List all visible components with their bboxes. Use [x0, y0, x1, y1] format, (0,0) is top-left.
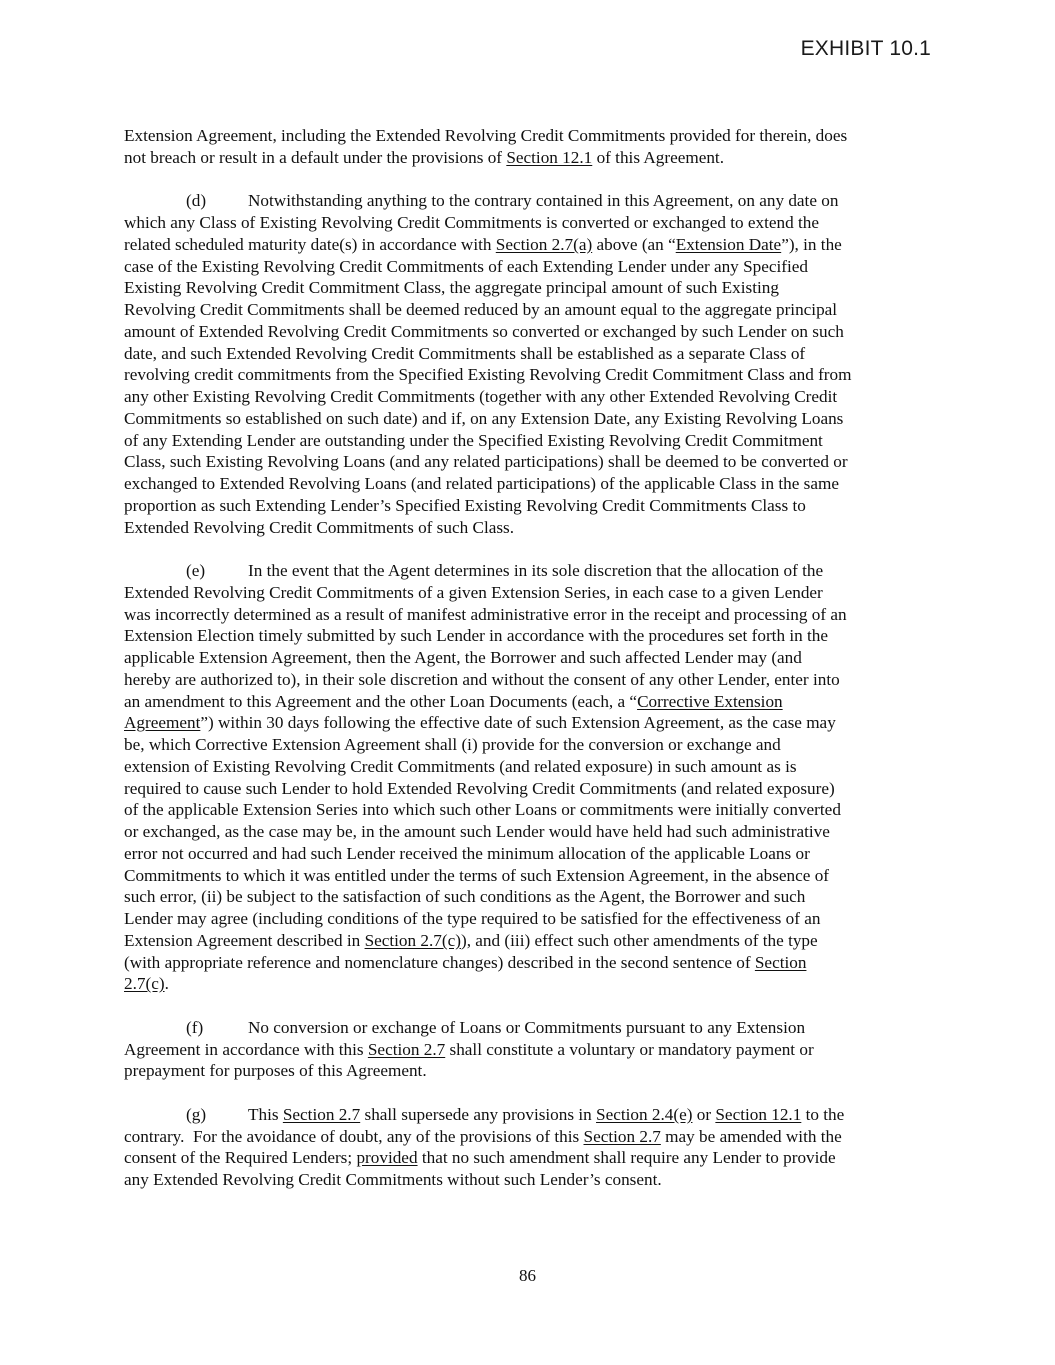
text-line: [124, 1147, 944, 1169]
text-line: of any Extending Lender are outstanding under the Specified Existing Revolving Credit Commitment: [124, 430, 823, 450]
text-line: case of the Existing Revolving Credit Commitments of each Extending Lender under any Specified: [124, 256, 808, 276]
text-run: may be amended with the: [660, 1126, 842, 1146]
text-run: of this Agreement.: [592, 147, 725, 167]
text-line: hereby are authorized to), in their sole discretion and without the consent of any other Lender, enter into: [124, 669, 840, 689]
text-line: prepayment for purposes of this Agreement.: [124, 1061, 427, 1081]
text-run: (with appropriate reference and nomenclature changes) described in the second sentence of: [124, 952, 755, 972]
text-line: [124, 147, 944, 169]
paragraph-f: [124, 1017, 944, 1082]
text-line: applicable Extension Agreement, then the Agent, the Borrower and such affected Lender may (and: [124, 648, 802, 667]
text-line: Existing Revolving Credit Commitment Class, the aggregate principal amount of such Existing: [124, 278, 779, 298]
text-line: [124, 1017, 944, 1039]
text-run: ”) within 30 days following the effective date of such Extension Agreement, as the case may: [200, 713, 836, 733]
text-run: above (an “: [592, 234, 676, 254]
text-run: Extension Agreement described in: [124, 930, 365, 950]
text-line: [124, 691, 944, 713]
section-2-4e-reference: Section 2.4(e): [596, 1104, 693, 1124]
text-line: [124, 712, 944, 734]
text-line: or exchanged, as the case may be, in the amount such Lender would have held had such administrative: [124, 822, 830, 841]
text-line: [124, 973, 944, 995]
text-line: extension of Existing Revolving Credit Commitments (and related exposure) in such amount as is: [124, 756, 797, 776]
section-2-7c-reference: Section 2.7(c): [364, 930, 461, 950]
page-number: 86: [519, 1266, 536, 1285]
text-run: No conversion or exchange of Loans or Commitments pursuant to any Extension: [248, 1017, 806, 1037]
section-2-7a-reference: Section 2.7(a): [495, 234, 593, 254]
text-line: [124, 930, 944, 952]
text-run: Notwithstanding anything to the contrary contained in this Agreement, on any date on: [248, 191, 839, 211]
section-12-1-reference: Section 12.1: [506, 147, 593, 167]
section-2-7-reference: Section 2.7: [583, 1126, 661, 1146]
text-run: .: [164, 974, 169, 994]
clause-marker-e: (e): [186, 561, 206, 580]
text-line: [124, 1104, 944, 1126]
clause-marker-g: (g): [186, 1104, 207, 1124]
paragraph-continuation: [124, 125, 944, 169]
text-run: related scheduled maturity date(s) in accordance with: [124, 234, 496, 254]
text-line: any Extended Revolving Credit Commitments without such Lender’s consent.: [124, 1170, 662, 1189]
defined-term-corrective-extension-agreement: Corrective Extension: [637, 691, 783, 711]
document-body: [124, 125, 944, 1213]
text-run: This: [248, 1104, 283, 1124]
text-line: of the applicable Extension Series into which such other Loans or commitments were initially converted: [124, 800, 841, 820]
defined-term-corrective-extension-agreement-cont: Agreement: [124, 713, 201, 733]
text-line: Commitments to which it was entitled under the terms of such Extension Agreement, in the absence of: [124, 865, 830, 885]
text-run: Agreement in accordance with this: [124, 1039, 368, 1059]
text-line: such error, (ii) be subject to the satisfaction of such conditions as the Agent, the Borrower and such: [124, 887, 806, 907]
section-2-7-reference: Section 2.7: [367, 1039, 446, 1059]
text-line: Extension Election timely submitted by such Lender in accordance with the procedures set forth in the: [124, 626, 828, 646]
text-run: or: [692, 1104, 716, 1124]
text-run: contrary. For the avoidance of doubt, any of the provisions of this: [124, 1126, 584, 1146]
text-line: exchanged to Extended Revolving Loans (and related participations) of the applicable Class in the same: [124, 474, 839, 493]
section-12-1-reference: Section 12.1: [715, 1104, 802, 1124]
text-line: amount of Extended Revolving Credit Commitments so converted or exchanged by such Lender on such: [124, 321, 844, 341]
text-line: date, and such Extended Revolving Credit Commitments shall be established as a separate Class of: [124, 343, 806, 363]
text-line: Extension Agreement, including the Extended Revolving Credit Commitments provided for therein, does: [124, 126, 848, 145]
text-line: Extended Revolving Credit Commitments of such Class.: [124, 517, 515, 537]
text-run: ”), in the: [781, 234, 842, 254]
text-run: to the: [801, 1104, 845, 1124]
paragraph-g: [124, 1104, 944, 1191]
text-line: revolving credit commitments from the Specified Existing Revolving Credit Commitment Class and from: [124, 365, 852, 385]
text-line: [124, 1126, 944, 1148]
text-line: [124, 1039, 944, 1061]
text-line: Revolving Credit Commitments shall be deemed reduced by an amount equal to the aggregate principal: [124, 300, 838, 319]
text-line: Lender may agree (including conditions of the type required to be satisfied for the effectiveness of an: [124, 909, 821, 928]
text-line: [124, 190, 944, 212]
text-run: an amendment to this Agreement and the other Loan Documents (each, a “: [124, 691, 638, 711]
clause-marker-f: (f): [186, 1017, 204, 1037]
paragraph-e: [124, 560, 944, 995]
text-run: consent of the Required Lenders;: [124, 1148, 357, 1168]
text-run: shall supersede any provisions in: [360, 1104, 597, 1124]
section-2-7c-reference-2: Section: [754, 952, 807, 972]
section-2-7-reference: Section 2.7: [282, 1104, 361, 1124]
text-run: In the event that the Agent determines in its sole discretion that the allocation of the: [248, 561, 824, 580]
text-line: Class, such Existing Revolving Loans (and any related participations) shall be deemed to be converted or: [124, 452, 848, 472]
text-line: required to cause such Lender to hold Extended Revolving Credit Commitments (and related exposure): [124, 778, 835, 798]
text-line: Extended Revolving Credit Commitments of a given Extension Series, in each case to a given Lender: [124, 582, 823, 602]
exhibit-label: EXHIBIT 10.1: [800, 37, 931, 60]
defined-term-provided: provided: [356, 1148, 418, 1168]
defined-term-extension-date: Extension Date: [675, 234, 782, 254]
text-line: [124, 560, 944, 582]
text-line: proportion as such Extending Lender’s Specified Existing Revolving Credit Commitments Class to: [124, 495, 806, 515]
text-line: [124, 952, 944, 974]
text-run: shall constitute a voluntary or mandatory payment or: [445, 1039, 814, 1059]
text-line: was incorrectly determined as a result of manifest administrative error in the receipt and processing of an: [124, 604, 847, 624]
paragraph-d: [124, 190, 944, 538]
text-line: Commitments so established on such date) and if, on any Extension Date, any Existing Revolving Loans: [124, 408, 844, 428]
text-run: ), and (iii) effect such other amendments of the type: [460, 930, 818, 950]
text-line: which any Class of Existing Revolving Credit Commitments is converted or exchanged to extend the: [124, 213, 820, 232]
section-2-7c-reference-2-cont: 2.7(c): [124, 974, 165, 994]
text-run: not breach or result in a default under the provisions of: [124, 147, 507, 167]
text-line: error not occurred and had such Lender received the minimum allocation of the applicable Loans or: [124, 843, 810, 863]
text-line: any other Existing Revolving Credit Commitments (together with any other Extended Revolving Credit: [124, 387, 838, 406]
text-line: [124, 234, 944, 256]
text-run: that no such amendment shall require any Lender to provide: [417, 1148, 836, 1168]
clause-marker-d: (d): [186, 191, 207, 211]
text-line: be, which Corrective Extension Agreement shall (i) provide for the conversion or exchange and: [124, 735, 781, 754]
